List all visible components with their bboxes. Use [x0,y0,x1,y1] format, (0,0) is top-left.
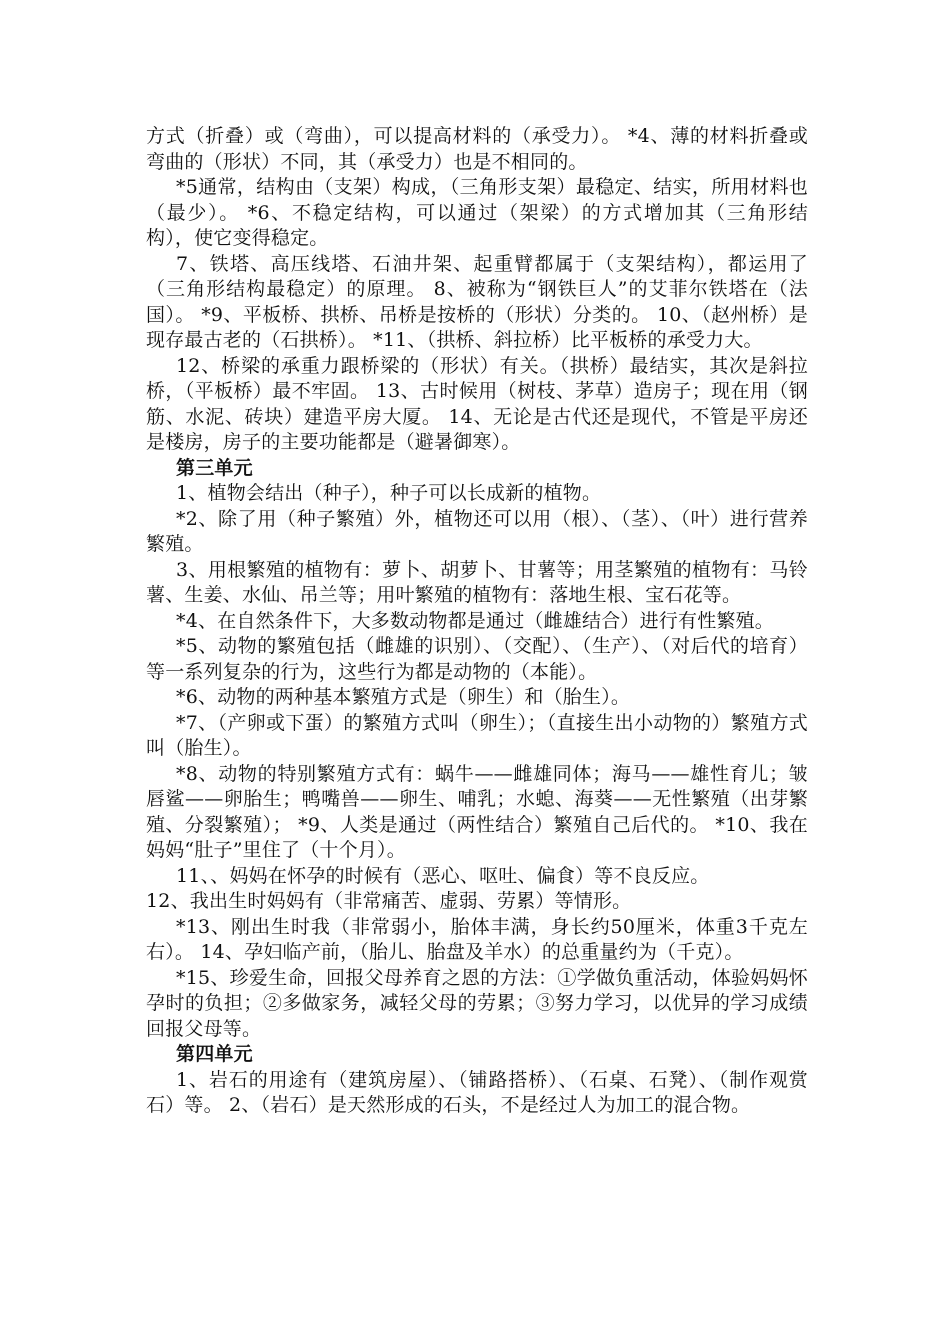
section-heading-unit3: 第三单元 [176,456,253,479]
document-page [146,124,808,1119]
paragraph: 1、岩石的用途有（建筑房屋）、（铺路搭桥）、（石桌、石凳）、（制作观赏石）等。 2、（岩石）是天然形成的石头，不是经过人为加工的混合物。 [146,1068,808,1116]
paragraph: 3、用根繁殖的植物有：萝卜、胡萝卜、甘薯等；用茎繁殖的植物有：马铃薯、生姜、水仙、吊兰等；用叶繁殖的植物有：落地生根、宝石花等。 [146,558,808,606]
paragraph: *7、（产卵或下蛋）的繁殖方式叫（卵生）；（直接生出小动物的）繁殖方式叫（胎生）。 [146,711,808,759]
paragraph: 1、植物会结出（种子），种子可以长成新的植物。 [176,482,602,504]
paragraph: 12、我出生时妈妈有（非常痛苦、虚弱、劳累）等情形。 [146,890,632,912]
paragraph: *2、除了用（种子繁殖）外，植物还可以用（根）、（茎）、（叶）进行营养繁殖。 [146,507,808,555]
paragraph: *5通常，结构由（支架）构成，（三角形支架）最稳定、结实，所用材料也（最少）。 *6、不稳定结构，可以通过（架梁）的方式增加其（三角形结构），使它变得稳定。 [146,176,808,249]
paragraph: *15、珍爱生命，回报父母养育之恩的方法：①学做负重活动，体验妈妈怀孕时的负担；②多做家务，减轻父母的劳累；③努力学习，以优异的学习成绩回报父母等。 [146,966,808,1040]
paragraph: *13、刚出生时我（非常弱小，胎体丰满，身长约50厘米，体重3千克左右）。 14、孕妇临产前，（胎儿、胎盘及羊水）的总重量约为（千克）。 [146,915,808,963]
paragraph: *6、动物的两种基本繁殖方式是（卵生）和（胎生）。 [176,686,631,708]
paragraph: 12、桥梁的承重力跟桥梁的（形状）有关。（拱桥）最结实，其次是斜拉桥，（平板桥）最不牢固。 13、古时候用（树枝、茅草）造房子；现在用（钢筋、水泥、砖块）建造平房大厦。 14、无论是古代还是现代，不管是平房还是楼房，房子的主要功能都是（避暑御寒）。 [146,354,808,453]
paragraph: 7、铁塔、高压线塔、石油井架、起重臂都属于（支架结构），都运用了（三角形结构最稳定）的原理。 8、被称为“钢铁巨人”的艾菲尔铁塔在（法国）。 *9、平板桥、拱桥、吊桥是按桥的（形状）分类的。 10、（赵州桥）是现存最古老的（石拱桥）。 *11、（拱桥、斜拉桥）比平板桥的承受力大。 [146,252,808,351]
paragraph: *5、动物的繁殖包括（雌雄的识别）、（交配）、（生产）、（对后代的培育）等一系列复杂的行为，这些行为都是动物的（本能）。 [146,635,808,683]
paragraph: *4、在自然条件下，大多数动物都是通过（雌雄结合）进行有性繁殖。 [176,609,774,632]
paragraph: 方式（折叠）或（弯曲），可以提高材料的（承受力）。 *4、薄的材料折叠或弯曲的（形状）不同，其（承受力）也是不相同的。 [146,125,808,173]
paragraph: 11、、妈妈在怀孕的时候有（恶心、呕吐、偏食）等不良反应。 [176,864,710,887]
section-heading-unit4: 第四单元 [176,1043,253,1065]
paragraph: *8、动物的特别繁殖方式有：蜗牛——雌雄同体；海马——雄性育儿；皱唇鲨——卵胎生；鸭嘴兽——卵生、哺乳；水螅、海葵——无性繁殖（出芽繁殖、分裂繁殖）； *9、人类是通过（两性结合）繁殖自己后代的。 *10、我在妈妈“肚子”里住了（十个月）。 [146,762,808,861]
